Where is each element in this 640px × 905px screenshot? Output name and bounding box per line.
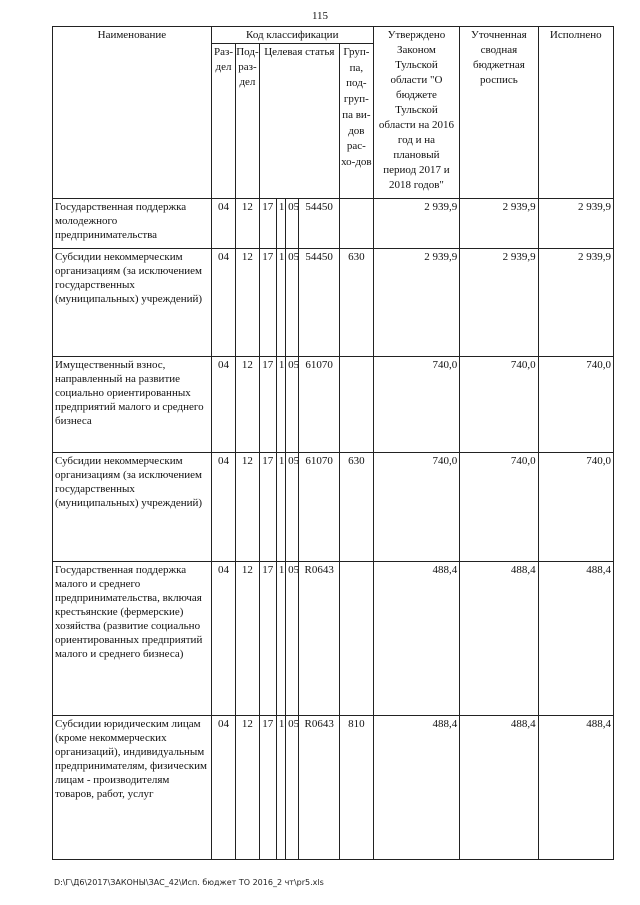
file-path-footer: D:\Г\Д6\2017\ЗАКОНЫ\ЗАС_42\Исп. бюджет ТО 2016_2 чт\pr5.xls (54, 878, 324, 887)
row-executed: 488,4 (538, 562, 613, 716)
row-podrazdel: 12 (236, 453, 259, 562)
header-approved: Утверждено Законом Тульской области "О бюджете Тульской области на 2016 год и на плановый период 2017 и 2018 годов" (373, 27, 460, 199)
row-cs2: 1 (276, 562, 285, 716)
row-refined: 488,4 (460, 562, 538, 716)
row-refined: 740,0 (460, 357, 538, 453)
row-cs3: 05 (286, 716, 299, 860)
row-cs2: 1 (276, 716, 285, 860)
row-cs2: 1 (276, 249, 285, 357)
row-cs1: 17 (259, 249, 276, 357)
row-cs3: 05 (286, 249, 299, 357)
row-approved: 488,4 (373, 562, 460, 716)
row-executed: 740,0 (538, 453, 613, 562)
row-refined: 740,0 (460, 453, 538, 562)
row-executed: 2 939,9 (538, 199, 613, 249)
header-executed: Исполнено (538, 27, 613, 199)
table-row (53, 249, 614, 357)
row-cs4: 54450 (299, 199, 340, 249)
page-number: 115 (311, 10, 329, 22)
row-executed: 488,4 (538, 716, 613, 860)
row-cs3: 05 (286, 199, 299, 249)
row-cs2: 1 (276, 453, 285, 562)
row-name: Государственная поддержка малого и среднего предпринимательства, включая крестьянские (фермерские) хозяйства (развитие социально ориентированных предприятий малого и среднего бизнеса) (53, 562, 212, 716)
table-row (53, 357, 614, 453)
row-razdel: 04 (211, 357, 235, 453)
row-cs4: R0643 (299, 716, 340, 860)
header-celevaya: Целевая статья (259, 44, 339, 199)
header-name: Наименование (53, 27, 212, 199)
table-row (53, 562, 614, 716)
row-cs1: 17 (259, 199, 276, 249)
row-vid: 630 (340, 453, 374, 562)
row-razdel: 04 (211, 562, 235, 716)
row-name: Субсидии некоммерческим организациям (за исключением государственных (муниципальных) учреждений) (53, 249, 212, 357)
row-refined: 2 939,9 (460, 249, 538, 357)
table-row (53, 199, 614, 249)
row-vid: 810 (340, 716, 374, 860)
row-executed: 740,0 (538, 357, 613, 453)
row-approved: 2 939,9 (373, 199, 460, 249)
row-cs2: 1 (276, 199, 285, 249)
row-podrazdel: 12 (236, 249, 259, 357)
row-podrazdel: 12 (236, 716, 259, 860)
row-approved: 740,0 (373, 357, 460, 453)
row-vid (340, 562, 374, 716)
row-razdel: 04 (211, 249, 235, 357)
row-approved: 2 939,9 (373, 249, 460, 357)
row-podrazdel: 12 (236, 562, 259, 716)
row-cs1: 17 (259, 716, 276, 860)
row-name: Государственная поддержка молодежного предпринимательства (53, 199, 212, 249)
row-cs4: R0643 (299, 562, 340, 716)
table-row (53, 453, 614, 562)
row-cs3: 05 (286, 562, 299, 716)
row-cs2: 1 (276, 357, 285, 453)
row-approved: 740,0 (373, 453, 460, 562)
row-cs3: 05 (286, 453, 299, 562)
header-refined: Уточненная сводная бюджетная роспись (460, 27, 538, 199)
row-refined: 2 939,9 (460, 199, 538, 249)
row-cs4: 61070 (299, 357, 340, 453)
row-razdel: 04 (211, 453, 235, 562)
row-vid: 630 (340, 249, 374, 357)
row-name: Имущественный взнос, направленный на развитие социально ориентированных предприятий малого и среднего бизнеса (53, 357, 212, 453)
row-cs1: 17 (259, 453, 276, 562)
row-cs4: 54450 (299, 249, 340, 357)
row-cs1: 17 (259, 562, 276, 716)
row-name: Субсидии некоммерческим организациям (за исключением государственных (муниципальных) учреждений) (53, 453, 212, 562)
row-vid (340, 357, 374, 453)
row-vid (340, 199, 374, 249)
row-podrazdel: 12 (236, 199, 259, 249)
row-cs4: 61070 (299, 453, 340, 562)
header-podrazdel: Под-раз-дел (236, 44, 259, 199)
row-podrazdel: 12 (236, 357, 259, 453)
row-cs3: 05 (286, 357, 299, 453)
row-refined: 488,4 (460, 716, 538, 860)
row-razdel: 04 (211, 199, 235, 249)
table-row (53, 716, 614, 860)
header-razdel: Раз-дел (211, 44, 235, 199)
header-vid: Груп-па, под-груп-па ви-дов рас-хо-дов (340, 44, 374, 199)
row-approved: 488,4 (373, 716, 460, 860)
row-cs1: 17 (259, 357, 276, 453)
header-code-group: Код классификации (211, 27, 373, 44)
budget-table (52, 26, 614, 860)
row-razdel: 04 (211, 716, 235, 860)
row-name: Субсидии юридическим лицам (кроме некоммерческих организаций), индивидуальным предпринимателям, физическим лицам - производителям товаров, работ, услуг (53, 716, 212, 860)
row-executed: 2 939,9 (538, 249, 613, 357)
